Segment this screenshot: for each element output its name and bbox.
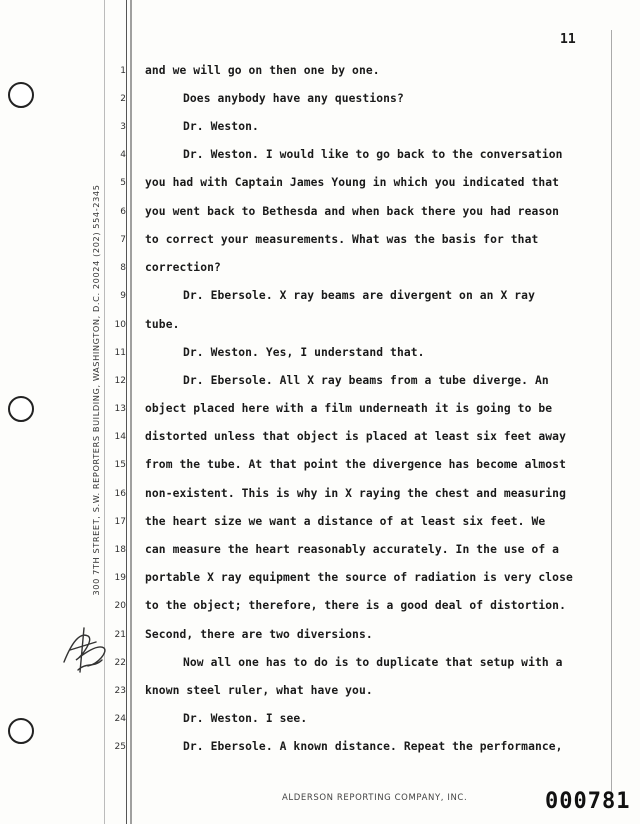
line-number: 24 (114, 714, 126, 724)
transcript-line: object placed here with a film underneath it is going to be (145, 402, 553, 415)
transcript-line: the heart size we want a distance of at least six feet. We (145, 515, 546, 528)
line-number: 17 (114, 517, 126, 527)
right-margin-rule (611, 30, 612, 800)
line-number: 13 (114, 404, 126, 414)
line-number: 8 (120, 263, 126, 273)
transcript-line: correction? (145, 261, 221, 274)
transcript-line: Does anybody have any questions? (183, 92, 404, 105)
binder-hole (8, 396, 34, 422)
line-number: 20 (114, 601, 126, 611)
transcript-line: Now all one has to do is to duplicate that setup with a (183, 656, 563, 669)
transcript-line: Dr. Ebersole. X ray beams are divergent on an X ray (183, 289, 535, 302)
side-address-text: 300 7TH STREET, S.W. REPORTERS BUILDING, WASHINGTON, D.C. 20024 (202) 554-2345 (91, 184, 101, 596)
bates-number: 000781 (545, 789, 631, 814)
transcript-line: non-existent. This is why in X raying the chest and measuring (145, 487, 566, 500)
page-number: 11 (560, 32, 576, 47)
line-number: 6 (120, 207, 126, 217)
transcript-line: from the tube. At that point the divergence has become almost (145, 458, 566, 471)
line-number: 10 (114, 320, 126, 330)
transcript-line: can measure the heart reasonably accurately. In the use of a (145, 543, 560, 556)
line-number: 11 (114, 348, 126, 358)
line-number: 12 (114, 376, 126, 386)
transcript-line: you had with Captain James Young in which you indicated that (145, 176, 560, 189)
transcript-line: you went back to Bethesda and when back there you had reason (145, 205, 560, 218)
transcript-line: Dr. Weston. I see. (183, 712, 308, 725)
line-number: 14 (114, 432, 126, 442)
line-number: 1 (120, 66, 126, 76)
transcript-line: Dr. Weston. (183, 120, 259, 133)
line-number: 25 (114, 742, 126, 752)
line-number: 16 (114, 489, 126, 499)
transcript-line: portable X ray equipment the source of radiation is very close (145, 571, 573, 584)
line-number: 21 (114, 630, 126, 640)
margin-rule (130, 0, 132, 824)
binder-hole (8, 718, 34, 744)
line-number: 4 (120, 150, 126, 160)
line-number: 5 (120, 178, 126, 188)
transcript-line: Dr. Weston. Yes, I understand that. (183, 346, 425, 359)
transcript-line: Dr. Ebersole. A known distance. Repeat the performance, (183, 740, 563, 753)
transcript-line: distorted unless that object is placed at least six feet away (145, 430, 566, 443)
transcript-line: Dr. Ebersole. All X ray beams from a tube diverge. An (183, 374, 549, 387)
line-number: 3 (120, 122, 126, 132)
line-number: 23 (114, 686, 126, 696)
line-number: 19 (114, 573, 126, 583)
handwritten-initials (58, 622, 114, 678)
line-number: 18 (114, 545, 126, 555)
margin-rule (126, 0, 127, 824)
transcript-line: to the object; therefore, there is a good deal of distortion. (145, 599, 566, 612)
transcript-line: and we will go on then one by one. (145, 64, 380, 77)
transcript-line: known steel ruler, what have you. (145, 684, 373, 697)
transcript-line: tube. (145, 318, 180, 331)
transcript-line: to correct your measurements. What was the basis for that (145, 233, 539, 246)
line-number: 2 (120, 94, 126, 104)
line-number: 9 (120, 291, 126, 301)
line-number: 7 (120, 235, 126, 245)
line-number: 15 (114, 460, 126, 470)
binder-hole (8, 82, 34, 108)
transcript-line: Second, there are two diversions. (145, 628, 373, 641)
transcript-line: Dr. Weston. I would like to go back to the conversation (183, 148, 563, 161)
footer-company: ALDERSON REPORTING COMPANY, INC. (282, 793, 468, 803)
line-number: 22 (114, 658, 126, 668)
